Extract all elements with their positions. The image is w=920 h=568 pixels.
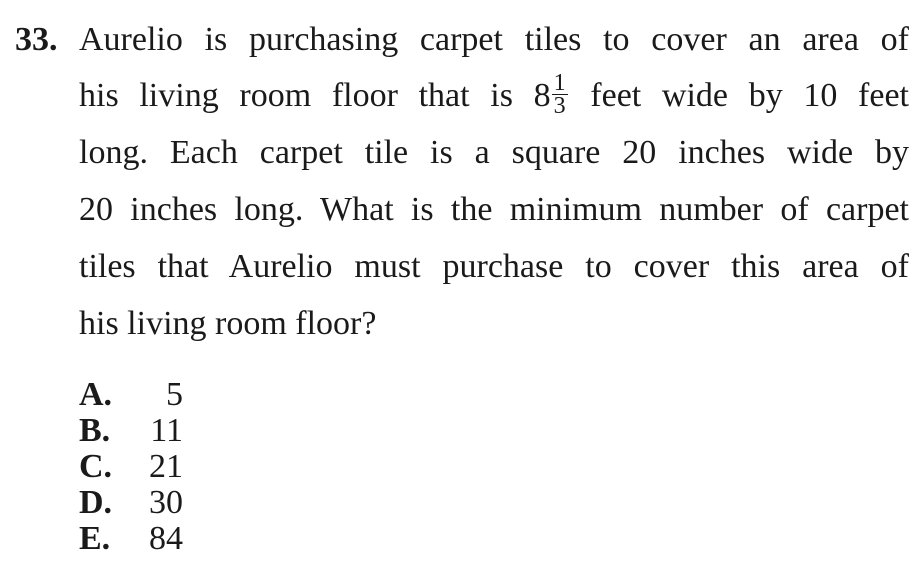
question-text-line-3: long. Each carpet tile is a square 20 inches wide by (79, 134, 909, 171)
choice-e[interactable] (79, 521, 183, 557)
choice-value: 5 (166, 376, 183, 413)
choice-a[interactable] (79, 377, 183, 413)
question-text-line-6: his living room floor? (79, 305, 377, 342)
line-2-after-fraction: feet wide by 10 feet (590, 77, 909, 114)
choice-letter: D. (79, 484, 113, 521)
line-2-before-fraction: his living room floor that is 8 (79, 77, 551, 114)
question-number: 33. (15, 21, 58, 58)
choice-d[interactable] (79, 485, 183, 521)
fraction-one-third (552, 69, 568, 119)
choice-letter: E. (79, 520, 111, 557)
choice-b[interactable] (79, 413, 183, 449)
fraction-denominator: 3 (553, 92, 566, 119)
question-text-line-1: Aurelio is purchasing carpet tiles to cover an area of (79, 21, 909, 58)
answer-choices (79, 377, 183, 557)
question-text-line-5: tiles that Aurelio must purchase to cover this area of (79, 248, 909, 285)
question-text-line-2 (79, 69, 909, 121)
choice-letter: C. (79, 448, 113, 485)
choice-letter: B. (79, 412, 111, 449)
fraction-numerator: 1 (553, 69, 566, 96)
choice-c[interactable] (79, 449, 183, 485)
question-text-line-4: 20 inches long. What is the minimum number of carpet (79, 191, 909, 228)
choice-value: 84 (149, 520, 183, 557)
choice-value: 11 (150, 412, 183, 449)
choice-letter: A. (79, 376, 113, 413)
choice-value: 30 (149, 484, 183, 521)
choice-value: 21 (149, 448, 183, 485)
